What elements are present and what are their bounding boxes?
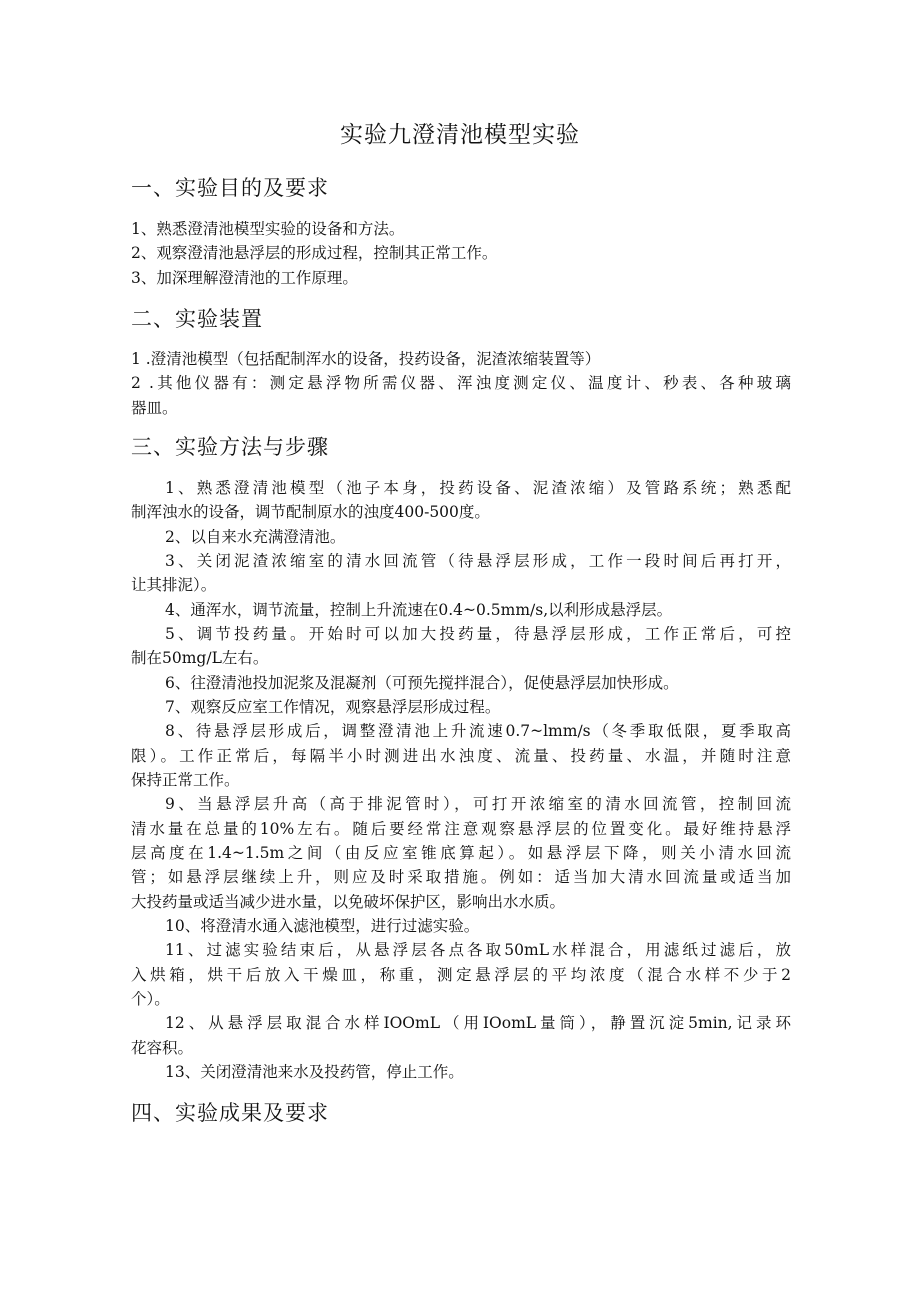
step-line: 8、待悬浮层形成后，调整澄清池上升流速0.7~lmm∕s（冬季取低限，夏季取高 — [165, 722, 791, 740]
text-line: 1、熟悉澄清池模型实验的设备和方法。 — [131, 220, 405, 238]
section-heading-results: 四、实验成果及要求 — [131, 1101, 329, 1125]
text-line: 器皿。 — [131, 399, 178, 417]
step-line: 4、通浑水，调节流量，控制上升流速在0.4~0.5mm∕s,以利形成悬浮层。 — [165, 601, 673, 619]
step-line: 7、观察反应室工作情况，观察悬浮层形成过程。 — [165, 698, 501, 716]
step-line: 13、关闭澄清池来水及投药管，停止工作。 — [165, 1063, 464, 1081]
document-title: 实验九澄清池模型实验 — [340, 122, 580, 148]
section-heading-procedure: 三、实验方法与步骤 — [131, 435, 329, 459]
step-line: 6、往澄清池投加泥浆及混凝剂（可预先搅拌混合），促使悬浮层加快形成。 — [165, 674, 679, 692]
step-line: 层高度在1.4~1.5m之间（由反应室锥底算起）。如悬浮层下降，则关小清水回流 — [131, 844, 791, 862]
step-line: 制浑浊水的设备，调节配制原水的浊度400-500度。 — [131, 503, 490, 521]
step-line: 花容积。 — [131, 1039, 194, 1057]
step-line: 让其排泥）。 — [131, 576, 217, 594]
step-line: 个）。 — [131, 990, 170, 1008]
step-line: 限）。工作正常后，每隔半小时测进出水浊度、流量、投药量、水温，并随时注意 — [131, 747, 791, 765]
section-heading-objectives: 一、实验目的及要求 — [131, 176, 329, 200]
step-line: 12、从悬浮层取混合水样IOOmL（用IOomL量筒），静置沉淀5min,记录环 — [165, 1014, 791, 1032]
step-line: 3、关闭泥渣浓缩室的清水回流管（待悬浮层形成，工作一段时间后再打开， — [165, 552, 791, 570]
step-line: 管；如悬浮层继续上升，则应及时采取措施。例如：适当加大清水回流量或适当加 — [131, 868, 791, 886]
step-line: 大投药量或适当减少进水量，以免破坏保护区，影响出水水质。 — [131, 893, 566, 911]
step-line: 2、以自来水充满澄清池。 — [165, 528, 346, 546]
step-line: 保持正常工作。 — [131, 771, 240, 789]
text-line: 1 .澄清池模型（包括配制浑水的设备，投药设备，泥渣浓缩装置等） — [131, 350, 601, 368]
step-line: 1、熟悉澄清池模型（池子本身，投药设备、泥渣浓缩）及管路系统；熟悉配 — [165, 479, 791, 497]
text-line: 2 .其他仪器有：测定悬浮物所需仪器、浑浊度测定仪、温度计、秒表、各种玻璃 — [131, 374, 791, 392]
step-line: 11、过滤实验结束后，从悬浮层各点各取50mL水样混合，用滤纸过滤后，放 — [165, 941, 791, 959]
section-heading-apparatus: 二、实验装置 — [131, 307, 263, 331]
text-line: 2、观察澄清池悬浮层的形成过程，控制其正常工作。 — [131, 244, 498, 262]
step-line: 5、调节投药量。开始时可以加大投药量，待悬浮层形成，工作正常后，可控 — [165, 625, 791, 643]
step-line: 制在50mg∕L左右。 — [131, 649, 269, 667]
step-line: 入烘箱，烘干后放入干燥皿，称重，测定悬浮层的平均浓度（混合水样不少于2 — [131, 966, 791, 984]
step-line: 清水量在总量的10%左右。随后要经常注意观察悬浮层的位置变化。最好维持悬浮 — [131, 820, 791, 838]
text-line: 3、加深理解澄清池的工作原理。 — [131, 269, 358, 287]
step-line: 9、当悬浮层升高（高于排泥管时），可打开浓缩室的清水回流管，控制回流 — [165, 795, 791, 813]
step-line: 10、将澄清水通入滤池模型，进行过滤实验。 — [165, 917, 480, 935]
